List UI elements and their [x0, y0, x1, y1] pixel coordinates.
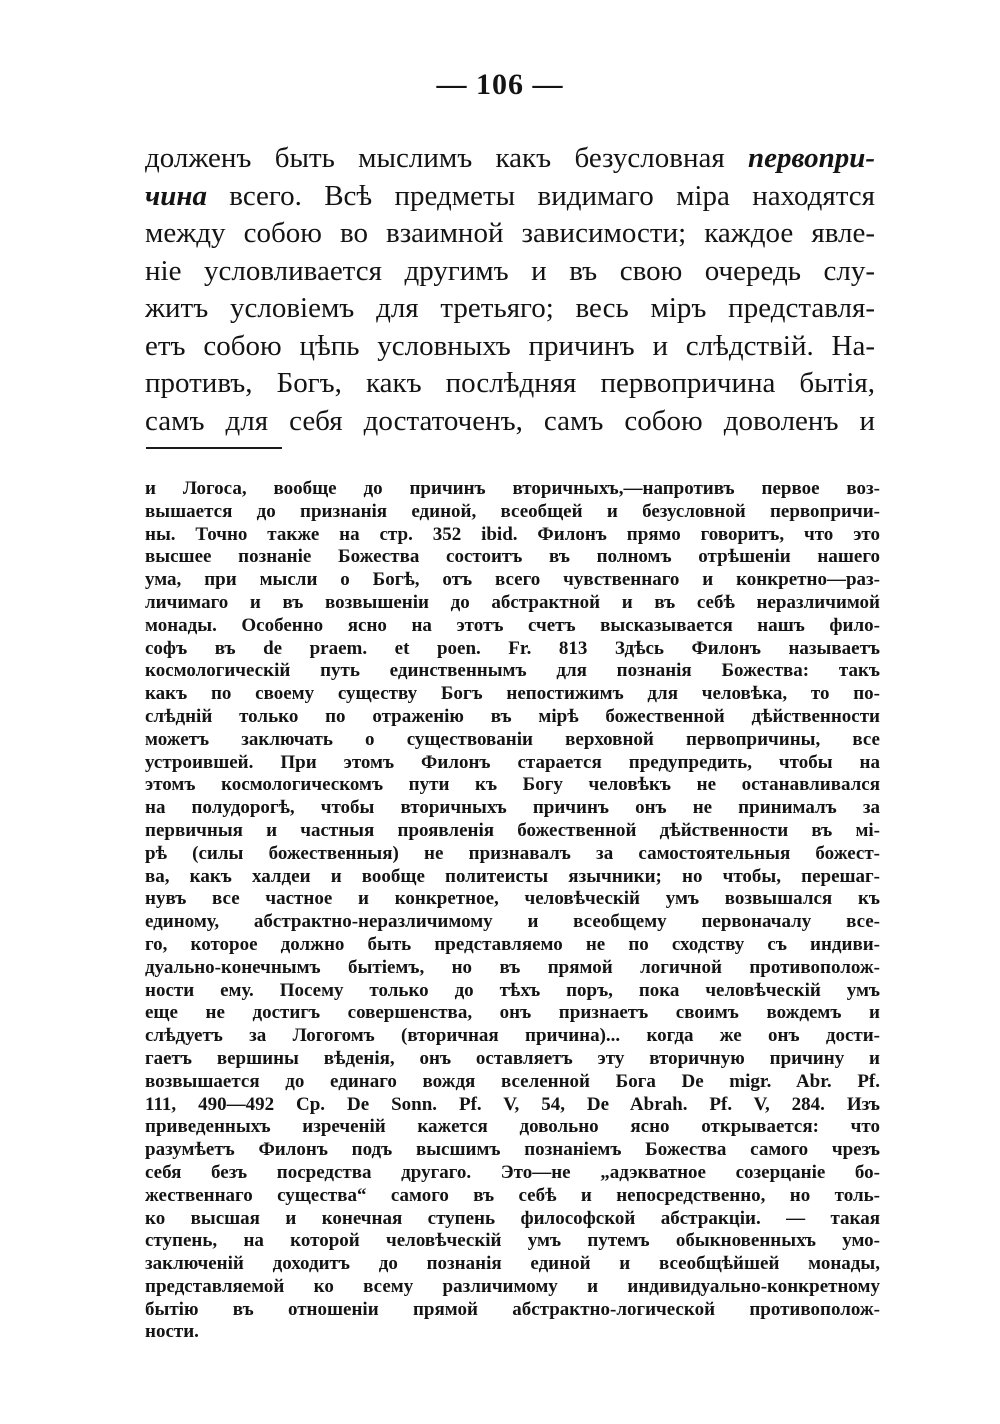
footnote-line: ва, какъ халдеи и вообще политеисты язычники; но чтобы, перешаг- — [145, 865, 880, 887]
main-line-3: между собою во взаимной зависимости; каждое явле- — [145, 217, 875, 249]
footnote-line: слѣдуетъ за Логогомъ (вторичная причина)... когда же онъ дости- — [145, 1025, 880, 1047]
italic-term: чина — [145, 179, 207, 212]
footnote-line: го, которое должно быть представляемо не по сходству съ индиви- — [145, 933, 880, 955]
footnote-line: нувъ все частное и конкретное, человѣческій умъ возвышался къ — [145, 888, 880, 910]
footnote-line: дуально-конечнымъ бытіемъ, но въ прямой логичной противополож- — [145, 956, 880, 978]
main-line-6: етъ собою цѣпь условныхъ причинъ и слѣдствій. На- — [145, 329, 875, 362]
main-line-1: долженъ быть мыслимъ какъ безусловная первопри- — [145, 142, 875, 174]
footnote-line: вышается до признанія единой, всеобщей и безусловной первопричи- — [145, 500, 880, 522]
footnote-line: ступень, на которой человѣческій умъ путемъ обыкновенныхъ умо- — [145, 1230, 880, 1252]
footnote-line: бытію въ отношеніи прямой абстрактно-логической противополож- — [145, 1298, 880, 1320]
main-line-4: ніе условливается другимъ и въ свою очередь слу- — [145, 254, 875, 287]
footnote-line: устроившей. При этомъ Филонъ старается предупредить, чтобы на — [145, 751, 880, 773]
footnote-line: рѣ (силы божественныя) не признавалъ за самостоятельныя божест- — [145, 842, 880, 864]
footnote-line: ности ему. Посему только до тѣхъ поръ, пока человѣческій умъ — [145, 979, 880, 1001]
italic-term: первопри- — [748, 142, 875, 174]
footnote-line: софъ въ de praem. et poen. Fr. 813 Здѣсь Филонъ называетъ — [145, 637, 880, 659]
footnote-line: себя безъ посредства другаго. Это—не „адэкватное созерцаніе бо- — [145, 1161, 880, 1183]
main-line-2: чина всего. Всѣ предметы видимаго міра находятся — [145, 179, 875, 212]
footnote-line: еще не достигъ совершенства, онъ признаетъ своимъ вождемъ и — [145, 1002, 880, 1024]
footnote-line: ны. Точно также на стр. 352 ibid. Филонъ прямо говоритъ, что это — [145, 523, 880, 545]
main-line-7: противъ, Богъ, какъ послѣдняя первопричина бытія, — [145, 367, 875, 399]
footnote-line: какъ по своему существу Богъ непостижимъ для человѣка, то по- — [145, 683, 880, 705]
footnote-line: возвышается до единаго вождя вселенной Бога De migr. Abr. Pf. — [145, 1070, 880, 1092]
page-number: — 106 — — [436, 68, 564, 101]
footnote-line: единому, абстрактно-неразличимому и всеобщему первоначалу все- — [145, 911, 880, 933]
footnote-text — [145, 478, 880, 1344]
footnote-line: представляемой ко всему различимому и индивидуально-конкретному — [145, 1275, 880, 1297]
main-line-8: самъ для себя достаточенъ, самъ собою доволенъ и — [145, 404, 875, 437]
footnote-rule — [146, 447, 282, 449]
footnote-line: приведенныхъ изреченій кажется довольно ясно открывается: что — [145, 1116, 880, 1138]
footnote-line: монады. Особенно ясно на этотъ счетъ высказывается нашъ фило- — [145, 614, 880, 636]
footnote-line: жественнаго существа“ самого въ себѣ и непосредственно, но толь- — [145, 1184, 880, 1206]
footnote-line: можетъ заключать о существованіи верховной первопричины, все — [145, 728, 880, 750]
main-line-5: житъ условіемъ для третьяго; весь міръ представля- — [145, 292, 875, 324]
footnote-line: ности. — [145, 1321, 199, 1343]
footnote-line: гаетъ вершины вѣденія, онъ оставляетъ эту вторичную причину и — [145, 1047, 880, 1069]
footnote-line: ума, при мысли о Богѣ, отъ всего чувственнаго и конкретно—раз- — [145, 569, 880, 591]
footnote-line: слѣдній только по отраженію въ мірѣ божественной дѣйственности — [145, 705, 880, 727]
footnote-line: личимаго и въ возвышеніи до абстрактной и въ себѣ неразличимой — [145, 591, 880, 613]
footnote-line: разумѣетъ Филонъ подъ высшимъ познаніемъ Божества самого чрезъ — [145, 1139, 880, 1161]
footnote-line: и Логоса, вообще до причинъ вторичныхъ,—напротивъ первое воз- — [145, 478, 880, 499]
footnote-line: высшее познаніе Божества состоитъ въ полномъ отрѣшеніи нашего — [145, 546, 880, 568]
footnote-line: на полудорогѣ, чтобы вторичныхъ причинъ онъ не принималъ за — [145, 797, 880, 819]
footnote-line: первичныя и частныя проявленія божественной дѣйственности въ мі- — [145, 819, 880, 841]
footnote-line: космологическій путь единственнымъ для познанія Божества: такъ — [145, 660, 880, 682]
footnote-line: этомъ космологическомъ пути къ Богу человѣкъ не останавливался — [145, 774, 880, 796]
main-text — [145, 140, 875, 440]
footnote-line: 111, 490—492 Cp. De Sonn. Pf. V, 54, De Abrah. Pf. V, 284. Изъ — [145, 1093, 880, 1115]
footnote-line: заключеній доходитъ до познанія единой и всеобщѣйшей монады, — [145, 1253, 880, 1275]
footnote-line: ко высшая и конечная ступень философской абстракціи. — такая — [145, 1207, 880, 1229]
